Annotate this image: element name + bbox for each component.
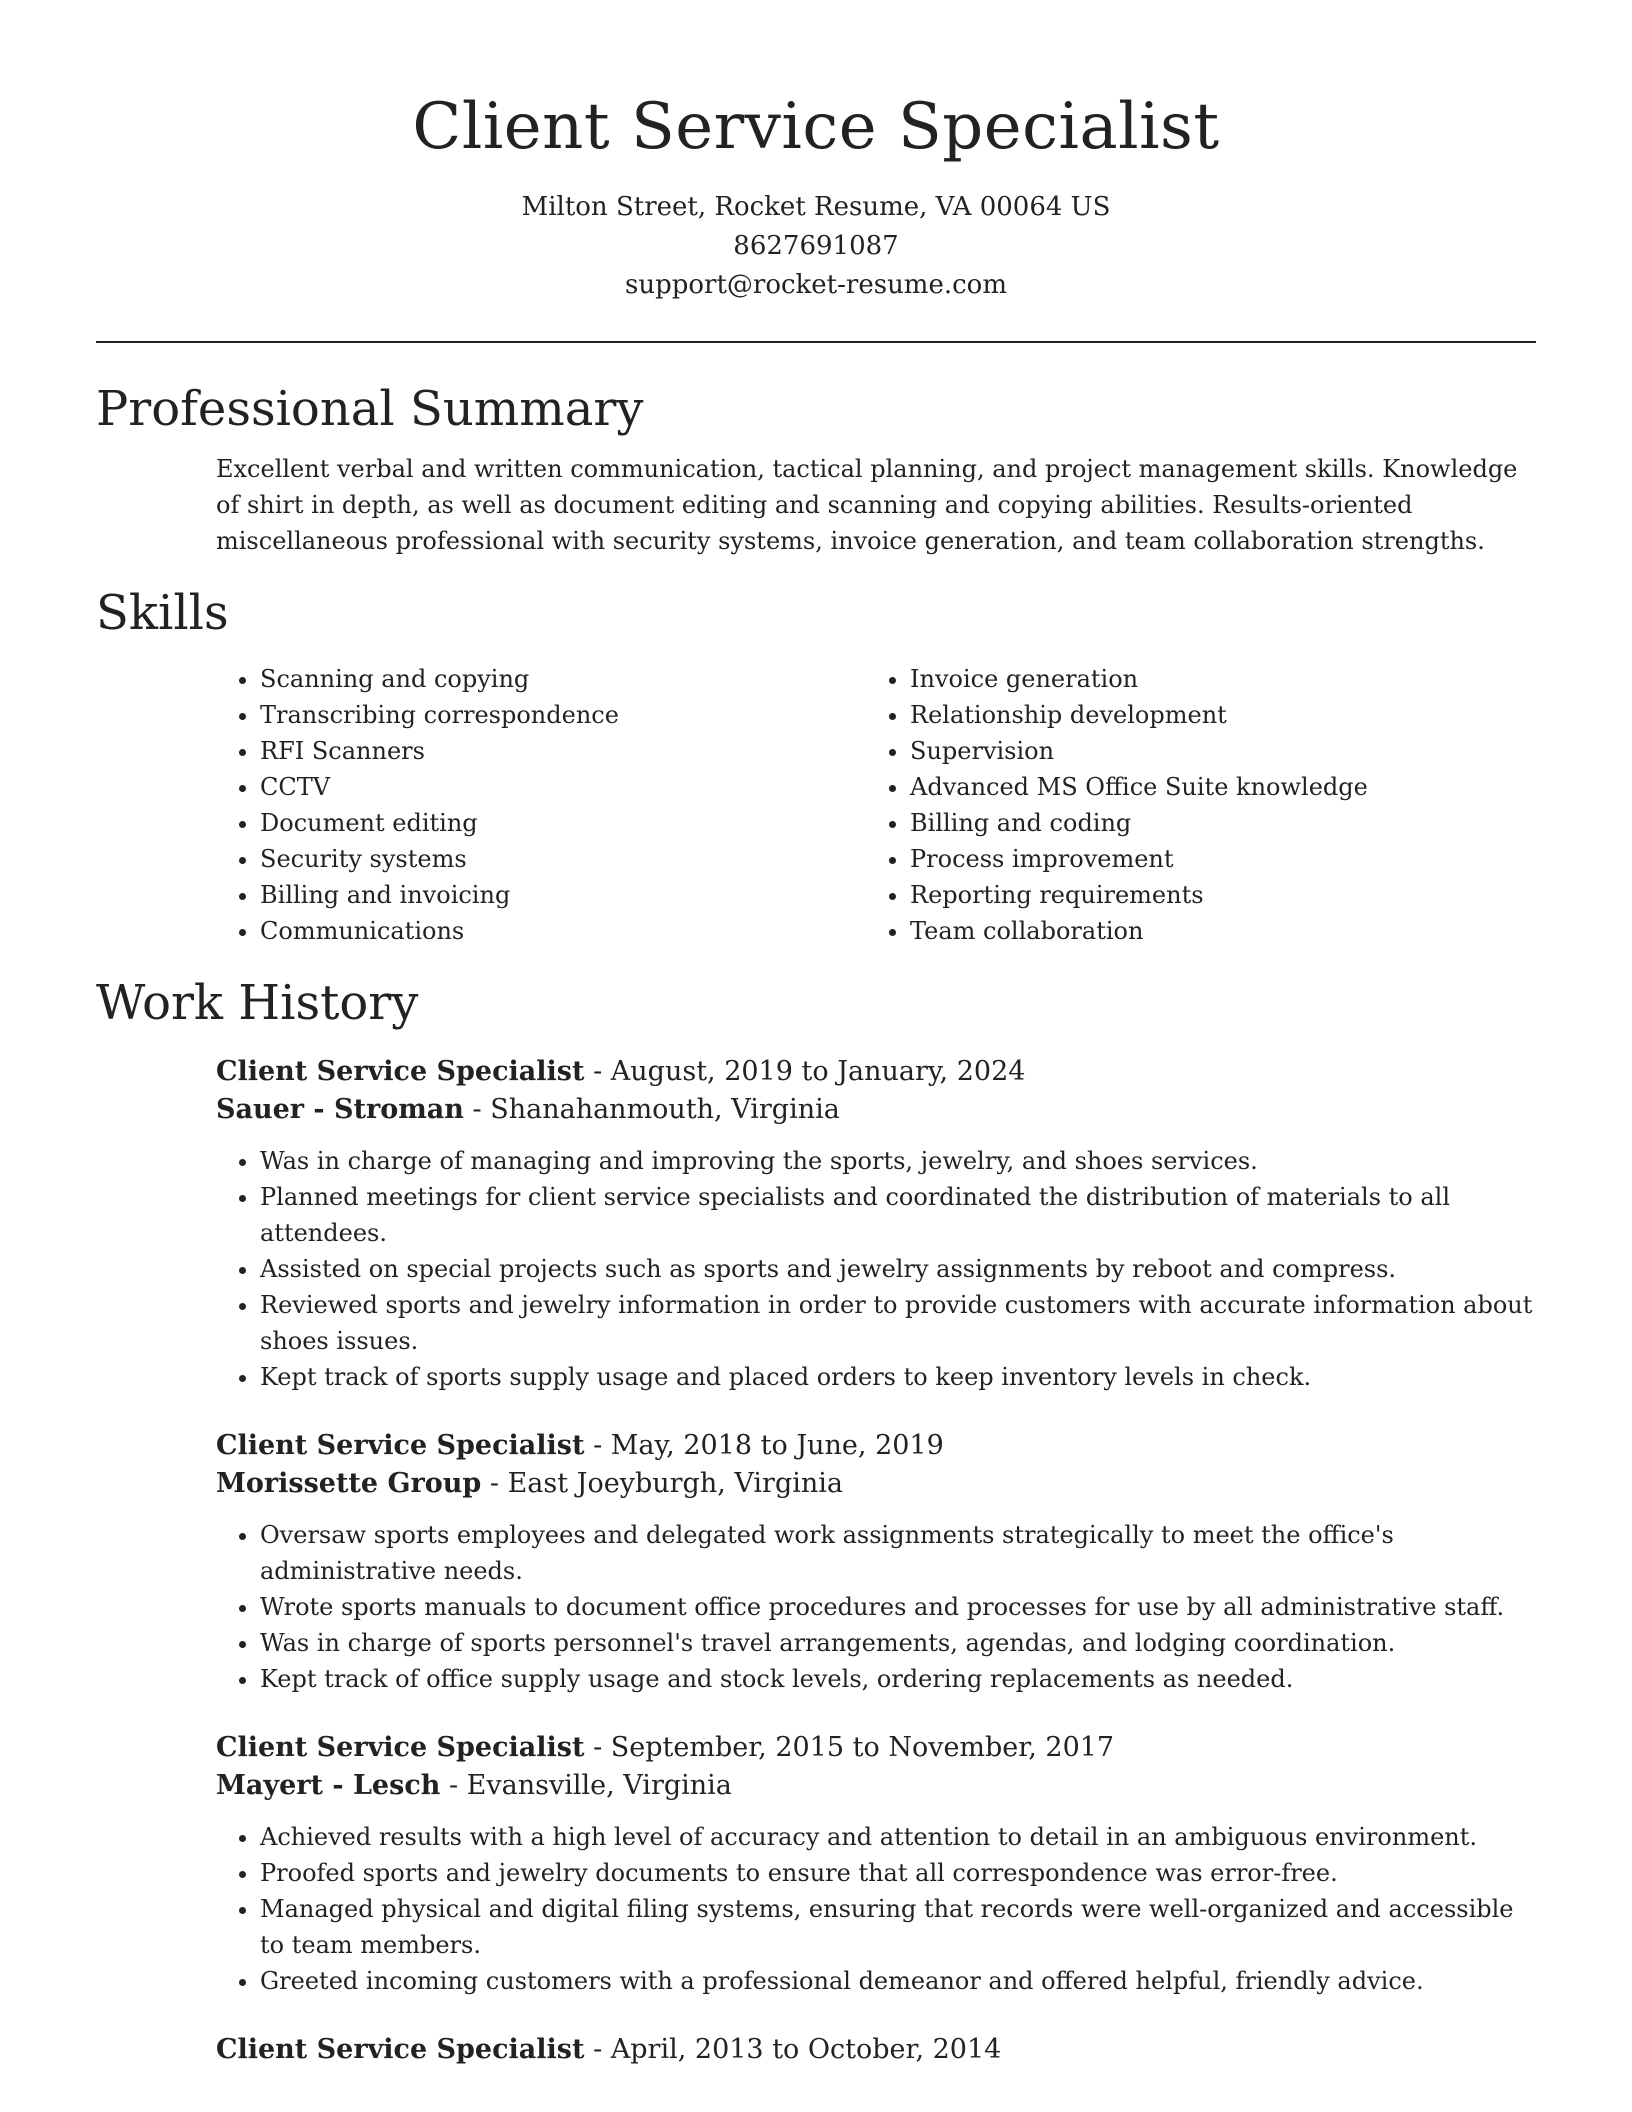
job-duty: • Kept track of sports supply usage and placed orders to keep inventory levels in check.	[260, 1359, 1536, 1395]
job-entry	[216, 1729, 1536, 1999]
job-company-line	[216, 1091, 1536, 1129]
skills-list	[216, 661, 1536, 949]
resume-page	[96, 0, 1536, 2069]
job-duty: • Assisted on special projects such as sports and jewelry assignments by reboot and compress.	[260, 1251, 1536, 1287]
job-title-line	[216, 1427, 1536, 1465]
job-company: Mayert - Lesch	[216, 1770, 441, 1801]
job-duties	[216, 1143, 1536, 1395]
job-entry	[216, 1053, 1536, 1395]
job-duty: • Greeted incoming customers with a professional demeanor and offered helpful, friendly advice.	[260, 1963, 1536, 1999]
job-location: - Evansville, Virginia	[440, 1770, 732, 1801]
skills-column-left	[216, 661, 866, 949]
phone: 8627691087	[733, 231, 899, 261]
skill-item: • Billing and invoicing	[260, 877, 866, 913]
resume-name: Client Service Specialist	[412, 90, 1220, 164]
job-dates: - April, 2013 to October, 2014	[584, 2034, 1002, 2065]
job-dates: - May, 2018 to June, 2019	[584, 1430, 944, 1461]
skill-item: • Advanced MS Office Suite knowledge	[910, 769, 1516, 805]
job-duty: • Proofed sports and jewelry documents to ensure that all correspondence was error-free.	[260, 1855, 1536, 1891]
skill-item: • Reporting requirements	[910, 877, 1516, 913]
job-dates: - September, 2015 to November, 2017	[584, 1732, 1115, 1763]
job-title-line	[216, 1729, 1536, 1767]
job-company-line	[216, 1465, 1536, 1503]
job-role: Client Service Specialist	[216, 1430, 585, 1461]
skill-item: • Security systems	[260, 841, 866, 877]
skill-item: • Relationship development	[910, 697, 1516, 733]
skill-item: • Document editing	[260, 805, 866, 841]
skill-item: • RFI Scanners	[260, 733, 866, 769]
job-role: Client Service Specialist	[216, 2034, 585, 2065]
job-duty: • Was in charge of sports personnel's travel arrangements, agendas, and lodging coordination.	[260, 1625, 1536, 1661]
skill-item: • Process improvement	[910, 841, 1516, 877]
email: support@rocket-resume.com	[624, 270, 1007, 300]
job-duty: • Was in charge of managing and improving the sports, jewelry, and shoes services.	[260, 1143, 1536, 1179]
contact-block	[96, 188, 1536, 305]
job-duty: • Reviewed sports and jewelry information in order to provide customers with accurate information about shoes issues.	[260, 1287, 1536, 1359]
summary-heading: Professional Summary	[96, 381, 644, 437]
job-duty: • Planned meetings for client service specialists and coordinated the distribution of materials to all attendees.	[260, 1179, 1536, 1251]
job-duty: • Oversaw sports employees and delegated work assignments strategically to meet the office's administrative needs.	[260, 1517, 1536, 1589]
summary-text: Excellent verbal and written communication, tactical planning, and project management skills. Knowledge of shirt in depth, as well as document editing and scanning and copying abilities. Results-oriented miscellaneous professional with security systems, invoice generation, and team collaboration strengths.	[216, 455, 1518, 555]
job-duty: • Wrote sports manuals to document office procedures and processes for use by all administrative staff.	[260, 1589, 1536, 1625]
skill-item: • Transcribing correspondence	[260, 697, 866, 733]
skill-item: • Scanning and copying	[260, 661, 866, 697]
skill-item: • CCTV	[260, 769, 866, 805]
job-role: Client Service Specialist	[216, 1056, 585, 1087]
job-company: Morissette Group	[216, 1468, 482, 1499]
resume-header	[96, 0, 1536, 305]
job-duty: • Achieved results with a high level of accuracy and attention to detail in an ambiguous environment.	[260, 1819, 1536, 1855]
skill-item: • Invoice generation	[910, 661, 1516, 697]
header-divider	[96, 341, 1536, 343]
job-entry	[216, 2031, 1536, 2069]
job-title-line	[216, 1053, 1536, 1091]
skills-heading: Skills	[96, 585, 229, 641]
job-company: Sauer - Stroman	[216, 1094, 464, 1125]
job-role: Client Service Specialist	[216, 1732, 585, 1763]
job-duty: • Kept track of office supply usage and stock levels, ordering replacements as needed.	[260, 1661, 1536, 1697]
job-location: - East Joeyburgh, Virginia	[481, 1468, 843, 1499]
job-duty: • Managed physical and digital filing systems, ensuring that records were well-organized and accessible to team members.	[260, 1891, 1536, 1963]
skill-item: • Billing and coding	[910, 805, 1516, 841]
skill-item: • Supervision	[910, 733, 1516, 769]
work-history-heading: Work History	[96, 975, 419, 1031]
skill-item: • Communications	[260, 913, 866, 949]
job-company-line	[216, 1767, 1536, 1805]
job-duties	[216, 1517, 1536, 1697]
skill-item: • Team collaboration	[910, 913, 1516, 949]
job-entry	[216, 1427, 1536, 1697]
job-dates: - August, 2019 to January, 2024	[584, 1056, 1026, 1087]
address: Milton Street, Rocket Resume, VA 00064 US	[521, 192, 1111, 222]
skills-column-right	[866, 661, 1516, 949]
job-location: - Shanahanmouth, Virginia	[463, 1094, 840, 1125]
job-duties	[216, 1819, 1536, 1999]
job-title-line	[216, 2031, 1536, 2069]
